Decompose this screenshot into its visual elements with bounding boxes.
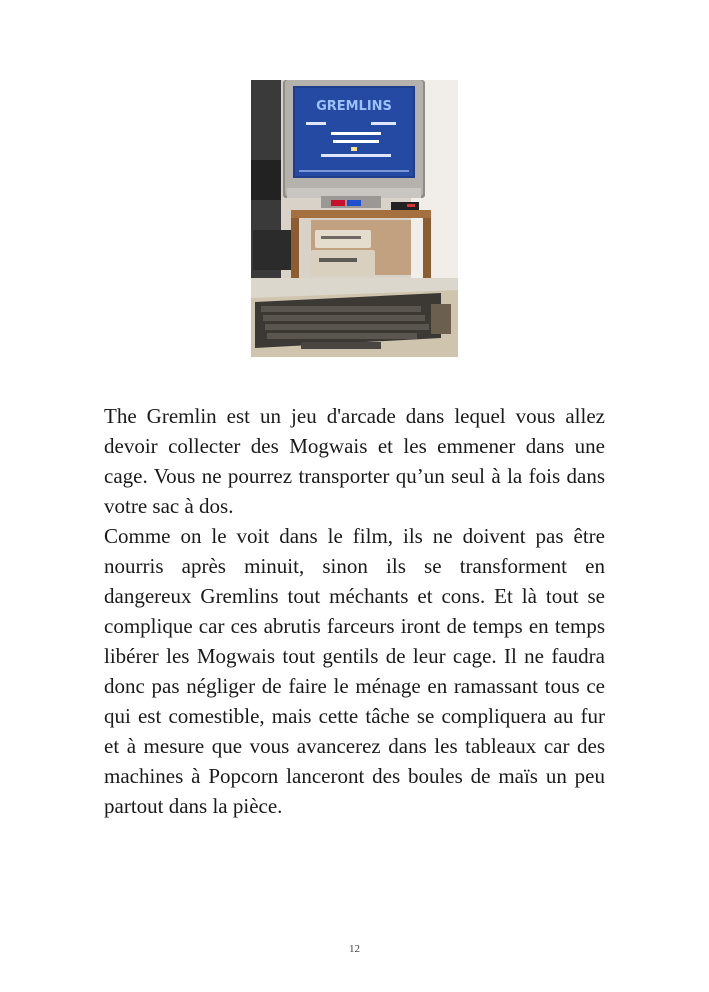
paragraph-1: The Gremlin est un jeu d'arcade dans lequel vous allez devoir collecter des Mogwais et les emmener dans une cage. Vous ne pourrez transporter qu’un seul à la fois dans votre sac à dos. <box>104 404 605 518</box>
paragraph-2: Comme on le voit dans le film, ils ne doivent pas être nourris après minuit, sinon ils se transforment en dangereux Gremlins tout méchants et cons. Et là tout se complique car ces abrutis farceurs iront de temps en temps libérer les Mogwais tout gentils de leur cage. Il ne faudra donc pas négliger de faire le ménage en ramassant tous ce qui est comestible, mais cette tâche se compliquera au fur et à mesure que vous avancerez dans les tableaux car des machines à Popcorn lanceront des boules de maïs un peu partout dans la pièce. <box>104 524 605 818</box>
page-number: 12 <box>349 943 360 955</box>
retro-computer-photo-icon <box>251 80 458 357</box>
photo-commodore-64-setup <box>251 80 458 357</box>
screen-logo: GREMLINS <box>316 99 392 114</box>
body-text <box>104 401 605 821</box>
